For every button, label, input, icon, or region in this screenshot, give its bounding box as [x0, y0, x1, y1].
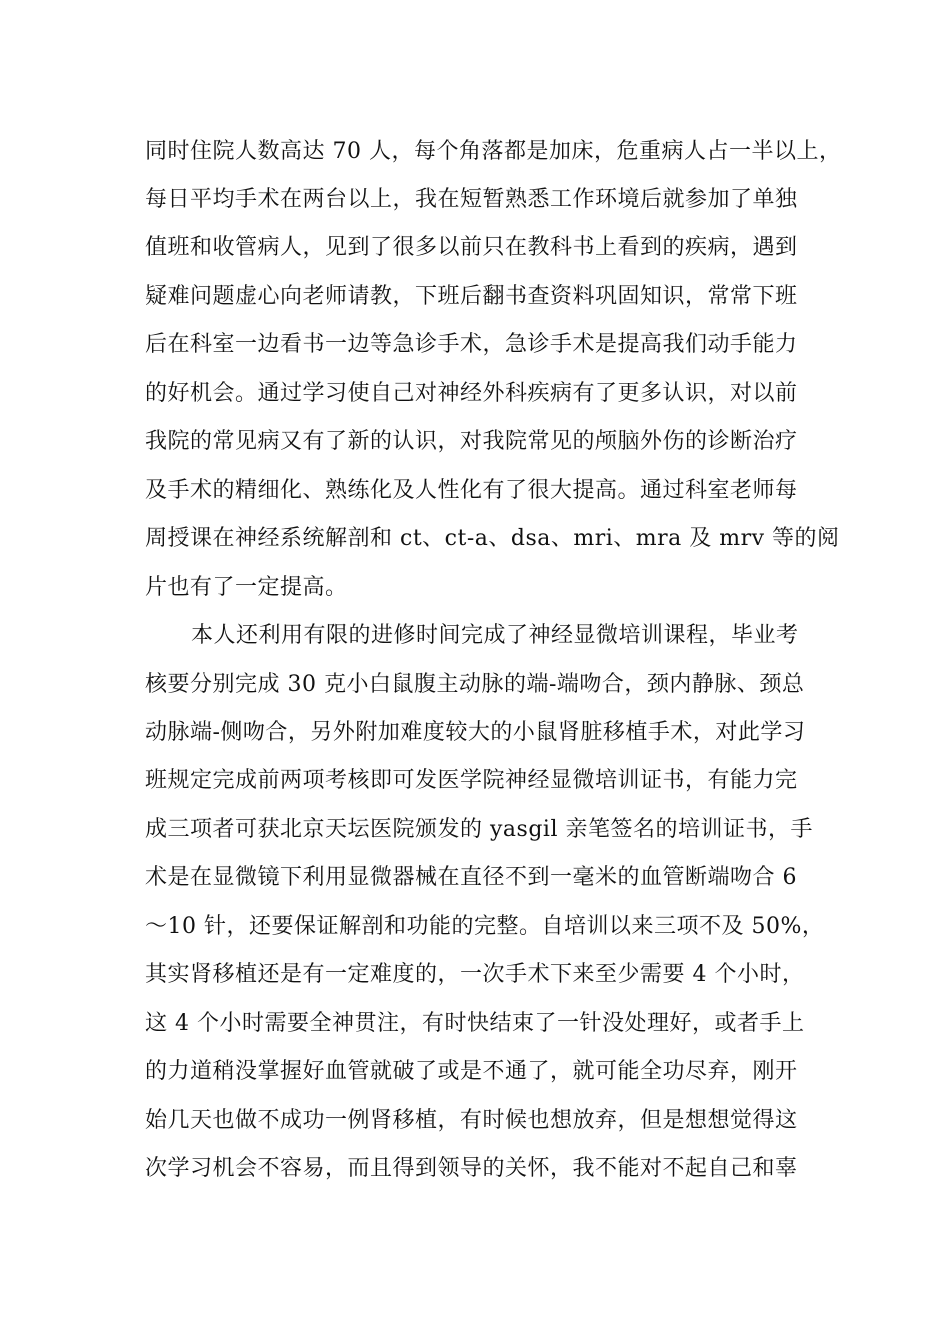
paragraph-2-line-1: 本人还利用有限的进修时间完成了神经显微培训课程，毕业考 [191, 623, 799, 648]
paragraph-1-line-2: 每日平均手术在两台以上，我在短暂熟悉工作环境后就参加了单独 [145, 187, 798, 212]
document-body [145, 0, 842, 1344]
paragraph-1-line-4: 疑难问题虚心向老师请教，下班后翻书查资料巩固知识，常常下班 [145, 284, 798, 309]
paragraph-1-line-8: 及手术的精细化、熟练化及人性化有了很大提高。通过科室老师每 [145, 478, 798, 503]
paragraph-1-line-6: 的好机会。通过学习使自己对神经外科疾病有了更多认识，对以前 [145, 381, 798, 406]
paragraph-1-line-10: 片也有了一定提高。 [145, 575, 348, 600]
paragraph-2-line-6: 术是在显微镜下利用显微器械在直径不到一毫米的血管断端吻合 6 [145, 865, 797, 890]
paragraph-2-line-5: 成三项者可获北京天坛医院颁发的 yasgil 亲笔签名的培训证书，手 [145, 817, 813, 842]
paragraph-2-line-8: 其实肾移植还是有一定难度的，一次手术下来至少需要 4 个小时， [145, 962, 805, 987]
paragraph-2-line-3: 动脉端-侧吻合，另外附加难度较大的小鼠肾脏移植手术，对此学习 [145, 720, 806, 745]
paragraph-1-line-1: 同时住院人数高达 70 人，每个角落都是加床，危重病人占一半以上， [145, 139, 842, 164]
paragraph-1-line-5: 后在科室一边看书一边等急诊手术，急诊手术是提高我们动手能力 [145, 332, 798, 357]
paragraph-1-line-9: 周授课在神经系统解剖和 ct、ct-a、dsa、mri、mra 及 mrv 等的阅 [145, 526, 840, 551]
paragraph-2-line-12: 次学习机会不容易，而且得到领导的关怀，我不能对不起自己和辜 [145, 1156, 798, 1181]
paragraph-2-line-4: 班规定完成前两项考核即可发医学院神经显微培训证书，有能力完 [145, 768, 798, 793]
paragraph-2-line-2: 核要分别完成 30 克小白鼠腹主动脉的端-端吻合，颈内静脉、颈总 [145, 672, 805, 697]
paragraph-2-line-11: 始几天也做不成功一例肾移植，有时候也想放弃，但是想想觉得这 [145, 1108, 798, 1133]
paragraph-2-line-7: ～10 针，还要保证解剖和功能的完整。自培训以来三项不及 50%， [145, 914, 825, 939]
paragraph-1-line-3: 值班和收管病人，见到了很多以前只在教科书上看到的疾病，遇到 [145, 235, 798, 260]
paragraph-1-line-7: 我院的常见病又有了新的认识，对我院常见的颅脑外伤的诊断治疗 [145, 429, 798, 454]
paragraph-2-line-9: 这 4 个小时需要全神贯注，有时快结束了一针没处理好，或者手上 [145, 1011, 805, 1036]
paragraph-2-line-10: 的力道稍没掌握好血管就破了或是不通了，就可能全功尽弃，刚开 [145, 1059, 798, 1084]
